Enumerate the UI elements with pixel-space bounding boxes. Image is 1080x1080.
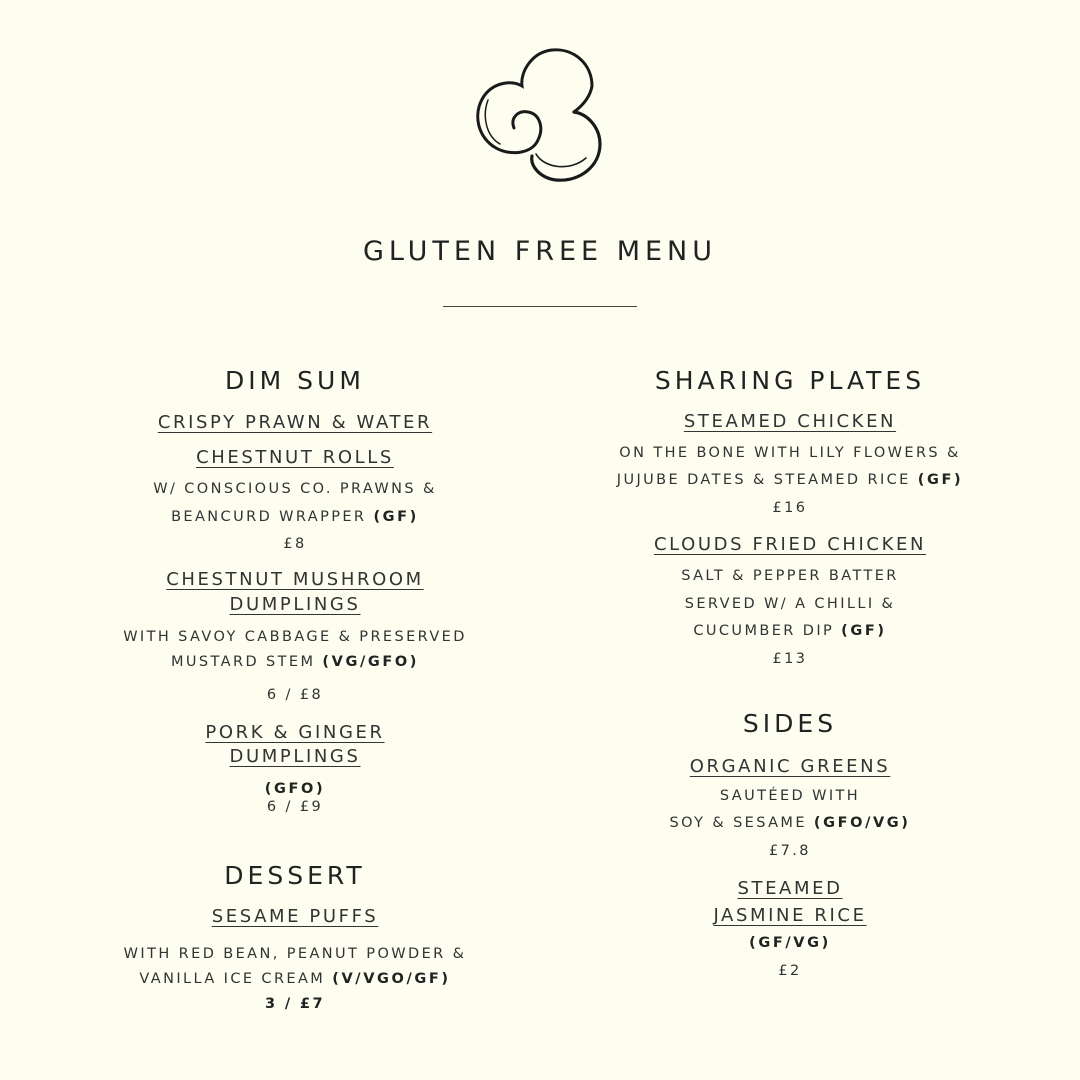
item-desc-steamed-chicken-line-2	[500, 472, 1080, 488]
right-column	[500, 0, 1080, 1080]
item-name-organic-greens: ORGANIC GREENS	[689, 756, 891, 777]
item-name-crispy-prawn-line-1: CRISPY PRAWN & WATER	[157, 412, 433, 433]
item-name-steamed-chicken: STEAMED CHICKEN	[683, 411, 897, 432]
item-name-sesame-puffs: SESAME PUFFS	[211, 906, 379, 927]
desc-text: BEANCURD WRAPPER	[171, 509, 367, 525]
desc-text: VANILLA ICE CREAM	[139, 971, 326, 987]
item-price-pork-ginger: 6 / £9	[266, 799, 324, 815]
section-title-sides: SIDES	[742, 709, 838, 738]
desc-text: MUSTARD STEM	[171, 654, 316, 670]
item-name-chestnut-mushroom-line-1: CHESTNUT MUSHROOM	[166, 569, 424, 590]
item-name-pork-ginger-line-1: PORK & GINGER	[205, 722, 385, 743]
item-desc-steamed-chicken-line-1: ON THE BONE WITH LILY FLOWERS &	[619, 445, 961, 461]
item-price-chestnut-mushroom: 6 / £8	[266, 687, 324, 703]
item-desc-chestnut-mushroom-line-1: WITH SAVOY CABBAGE & PRESERVED	[123, 629, 467, 645]
dietary-tag: (GF)	[917, 472, 964, 488]
item-desc-clouds-fried-chicken-line-3	[500, 623, 1080, 639]
dietary-tag: (V/VGO/GF)	[332, 971, 451, 987]
item-price-clouds-fried-chicken: £13	[772, 651, 808, 667]
item-name-clouds-fried-chicken: CLOUDS FRIED CHICKEN	[653, 534, 927, 555]
dietary-tag: (GFO/VG)	[813, 815, 911, 831]
section-title-sharing-plates: SHARING PLATES	[654, 366, 926, 395]
item-name-chestnut-mushroom-line-2: DUMPLINGS	[229, 594, 361, 615]
desc-text: JUJUBE DATES & STEAMED RICE	[616, 472, 911, 488]
item-name-jasmine-rice-line-2: JASMINE RICE	[713, 905, 867, 926]
page-title: GLUTEN FREE MENU	[362, 236, 718, 267]
item-name-pork-ginger-line-2: DUMPLINGS	[229, 746, 361, 767]
item-price-organic-greens: £7.8	[769, 843, 811, 859]
item-price-steamed-chicken: £16	[772, 500, 808, 516]
desc-text: CUCUMBER DIP	[693, 623, 835, 639]
item-desc-sesame-puffs-line-1: WITH RED BEAN, PEANUT POWDER &	[123, 946, 467, 962]
dietary-tag: (GF)	[373, 509, 419, 525]
item-price-jasmine-rice: £2	[778, 963, 802, 979]
item-name-crispy-prawn-line-2: CHESTNUT ROLLS	[196, 447, 394, 468]
item-desc-crispy-prawn-line-1: W/ CONSCIOUS CO. PRAWNS &	[153, 481, 437, 497]
dietary-tag-pork-ginger: (GFO)	[264, 781, 326, 797]
section-title-dessert: DESSERT	[224, 861, 366, 890]
item-price-sesame-puffs: 3 / £7	[264, 996, 326, 1012]
item-desc-organic-greens-line-2	[500, 815, 1080, 831]
desc-text: SOY & SESAME	[669, 815, 807, 831]
dietary-tag-jasmine-rice: (GF/VG)	[749, 935, 831, 951]
item-price-crispy-prawn: £8	[283, 536, 307, 552]
dietary-tag: (VG/GFO)	[322, 654, 419, 670]
item-desc-clouds-fried-chicken-line-1: SALT & PEPPER BATTER	[681, 568, 899, 584]
item-name-jasmine-rice-line-1: STEAMED	[737, 878, 843, 899]
section-title-dim-sum: DIM SUM	[225, 366, 365, 395]
dietary-tag: (GF)	[841, 623, 887, 639]
item-desc-organic-greens-line-1: SAUTÉED WITH	[719, 788, 861, 804]
item-desc-clouds-fried-chicken-line-2: SERVED W/ A CHILLI &	[684, 596, 896, 612]
